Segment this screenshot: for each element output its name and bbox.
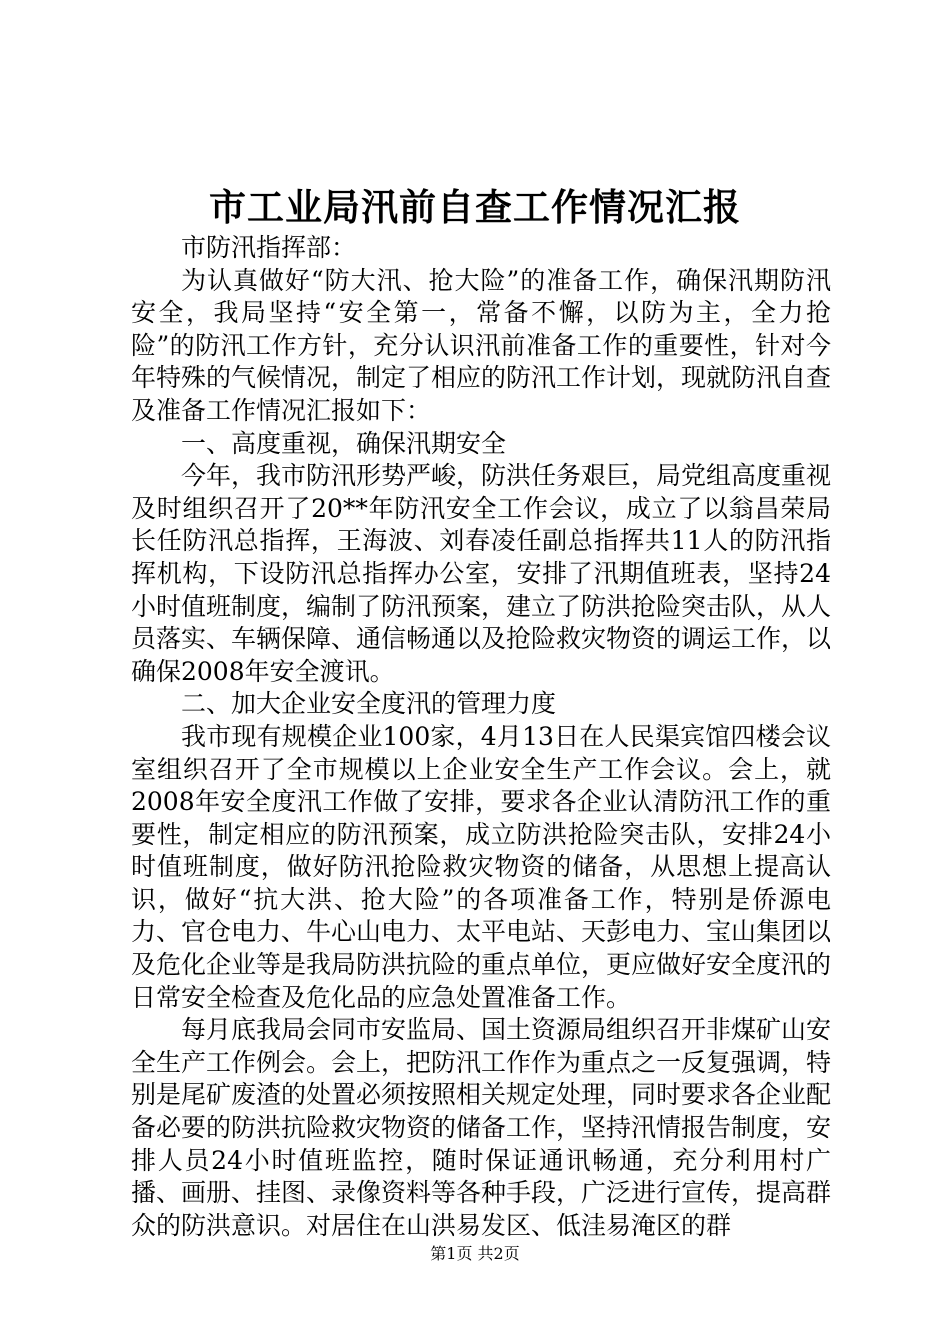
section-heading-1: 一、高度重视，确保汛期安全 — [181, 428, 507, 458]
document-title: 市工业局汛前自查工作情况汇报 — [209, 185, 741, 229]
page-footer: 第1页 共2页 — [430, 1244, 520, 1263]
paragraph-salutation: 市防汛指挥部： — [181, 233, 357, 262]
paragraph-section-2b: 每月底我局会同市安监局、国土资源局组织召开非煤矿山安全生产工作例会。会上，把防汛工作作为重点之一反复强调，特别是尾矿废渣的处置必须按照相关规定处理，同时要求各企业配备必要的防洪抗险救灾物资的储备工作，坚持汛情报告制度，安排人员24小时值班监控，随时保证通讯畅通，充分利用村广播、画册、挂图、录像资料等各种手段，广泛进行宣传，提高群众的防洪意识。对居住在山洪易发区、低洼易淹区的群 — [131, 1015, 832, 1240]
paragraph-section-2a: 我市现有规模企业100家，4月13日在人民渠宾馆四楼会议室组织召开了全市规模以上企业安全生产工作会议。会上，就2008年安全度汛工作做了安排，要求各企业认清防汛工作的重要性，制定相应的防汛预案，成立防洪抢险突击队，安排24小时值班制度，做好防汛抢险救灾物资的储备，从思想上提高认识，做好“抗大洪、抢大险”的各项准备工作，特别是侨源电力、官仓电力、牛心山电力、太平电站、天彭电力、宝山集团以及危化企业等是我局防洪抗险的重点单位，更应做好安全度汛的日常安全检查及危化品的应急处置准备工作。 — [131, 721, 832, 1012]
document-body — [131, 232, 831, 1242]
paragraph-intro: 为认真做好“防大汛、抢大险”的准备工作，确保汛期防汛安全，我局坚持“安全第一，常备不懈，以防为主，全力抢险”的防汛工作方针，充分认识汛前准备工作的重要性，针对今年特殊的气候情况，制定了相应的防汛工作计划，现就防汛自查及准备工作情况汇报如下： — [131, 265, 832, 425]
section-heading-2: 二、加大企业安全度汛的管理力度 — [181, 689, 557, 719]
paragraph-section-1: 今年，我市防汛形势严峻，防洪任务艰巨，局党组高度重视及时组织召开了20**年防汛安全工作会议，成立了以翁昌荣局长任防汛总指挥，王海波、刘春凌任副总指挥共11人的防汛指挥机构，下设防汛总指挥办公室，安排了汛期值班表，坚持24小时值班制度，编制了防汛预案，建立了防洪抢险突击队，从人员落实、车辆保障、通信畅通以及抢险救灾物资的调运工作，以确保2008年安全渡讯。 — [131, 461, 832, 686]
